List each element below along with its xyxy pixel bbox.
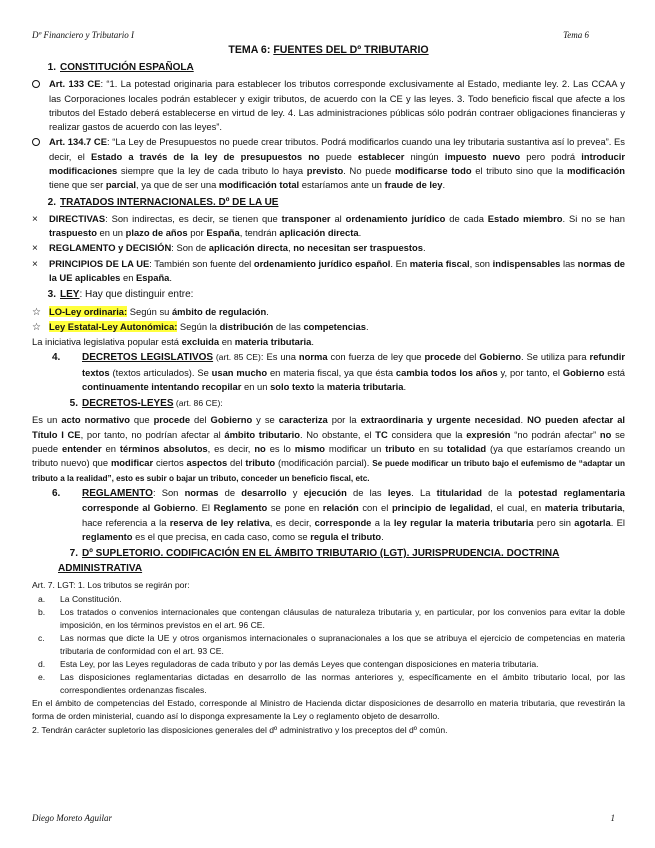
page-title: TEMA 6: FUENTES DEL Dº TRIBUTARIO bbox=[228, 44, 429, 56]
article-list bbox=[32, 593, 625, 698]
list-item: e. Las disposiciones reglamentarias dictadas en desarrollo de las normas anteriores y, específicamente en el ámbito tributario local, por las correspondientes ordenanzas fiscales. bbox=[38, 672, 625, 696]
cross-bullet-icon: × bbox=[32, 243, 38, 255]
paragraph: La iniciativa legislativa popular está excluida en materia tributaria. bbox=[32, 336, 314, 348]
paragraph: Es un acto normativo que procede del Gobierno y se caracteriza por la extraordinaria y urgente necesidad. NO pueden afectar al Título I CE, por tanto, no podrían afectar al ámbito tributario. No obstante, el TC considera que la expresión “no podrán afectar” no se puede entender en términos absolutos, es decir, no es lo mismo modificar un tributo en su totalidad (ya que estaríamos creando un tributo nuevo) que modificar ciertos aspectos del tributo (modificación parcial). Se puede modificar un tributo bajo el eufemismo de “adaptar un tributo a la realidad”, esto es subir o bajar un tributo, conceder un beneficio fiscal, etc. bbox=[32, 414, 626, 483]
star-bullet-icon: ☆ bbox=[32, 306, 41, 318]
paragraph: Art. 7. LGT: 1. Los tributos se regirán por: bbox=[32, 579, 190, 590]
list-item: b. Los tratados o convenios internacionales que contengan cláusulas de naturaleza tributaria y, en particular, por los convenios para evitar la doble imposición, en los términos previstos en el art. 96 CE. bbox=[38, 606, 625, 630]
section-3-heading: 3. LEY: Hay que distinguir entre: bbox=[47, 289, 194, 301]
list-item: ☆ LO-Ley ordinaria: Según su ámbito de regulación. bbox=[32, 305, 625, 319]
section-4-paragraph: 4. DECRETOS LEGISLATIVOS (art. 85 CE): Es una norma con fuerza de ley que procede del Gobierno. Se utiliza para refundir textos (textos articulados). Se usan mucho en materia fiscal, ya que ésta cambia todos los años y, por tanto, el Gobierno está continuamente intentando recopilar en un solo texto la materia tributaria. bbox=[52, 351, 626, 392]
section-7-heading: 7. Dº SUPLETORIO. CODIFICACIÓN EN EL ÁMBITO TRIBUTARIO (LGT). JURISPRUDENCIA. DOCTRINA ADMINISTRATIVA bbox=[58, 548, 560, 575]
list-item: Art. 133 CE: “1. La potestad originaria para establecer los tributos corresponde exclusivamente al Estado, mediante ley. 2. Las CCAA y las Corporaciones locales podrán establecer y exigir tributos, de acuerdo con la CE y las leyes. 3. Todo beneficio fiscal que afecte a los tributos del Estado deberá establecerse en virtud de ley. 4. Las administraciones públicas sólo podrán contraer obligaciones financieras y realizar gastos de acuerdo con las leyes”. bbox=[32, 77, 625, 134]
section-6-paragraph: 6. REGLAMENTO: Son normas de desarrollo y ejecución de las leyes. La titularidad de la potestad reglamentaria corresponde al Gobierno. El Reglamento se pone en relación con el principio de legalidad, el cual, en materia tributaria, hace referencia a la reserva de ley relativa, es decir, corresponde a la ley regular la materia tributaria pero sin agotarla. El reglamento es el que precisa, en cada caso, como se regula el tributo. bbox=[52, 487, 625, 542]
list-item: d. Esta Ley, por las Leyes reguladoras de cada tributo y por las demás Leyes que contengan disposiciones en materia tributaria. bbox=[38, 659, 539, 670]
header-topic: Tema 6 bbox=[563, 30, 589, 40]
cross-bullet-icon: × bbox=[32, 258, 38, 270]
star-bullet-icon: ☆ bbox=[32, 321, 41, 333]
circle-bullet-icon bbox=[32, 135, 46, 151]
circle-bullet-icon bbox=[32, 77, 46, 93]
list-item: × REGLAMENTO y DECISIÓN: Son de aplicación directa, no necesitan ser traspuestos. bbox=[32, 241, 625, 255]
footer-author: Diego Moreto Aguilar bbox=[32, 813, 112, 823]
highlight: LO-Ley ordinaria: bbox=[49, 305, 128, 317]
list-item: a. La Constitución. bbox=[38, 593, 122, 604]
section-1-heading: 1. CONSTITUCIÓN ESPAÑOLA bbox=[47, 62, 194, 74]
cross-bullet-icon: × bbox=[32, 213, 38, 225]
list-item: ☆ Ley Estatal-Ley Autonómica: Según la distribución de las competencias. bbox=[32, 320, 625, 334]
section-5-heading: 5. DECRETOS-LEYES (art. 86 CE): bbox=[69, 398, 223, 410]
list-item: Art. 134.7 CE: “La Ley de Presupuestos no puede crear tributos. Podrá modificarlos cuando una ley tributaria sustantiva así lo prevea”. Es decir, el Estado a través de la ley de presupuestos no puede establecer ningún impuesto nuevo pero podrá introducir modificaciones siempre que la ley de cada tributo lo haya previsto. No puede modificarse todo el tributo sino que la modificación tiene que ser parcial, ya que de ser una modificación total estaríamos ante un fraude de ley. bbox=[32, 135, 625, 192]
header-subject: Dº Financiero y Tributario I bbox=[32, 30, 134, 40]
section-2-heading: 2. TRATADOS INTERNACIONALES. Dº DE LA UE bbox=[47, 196, 279, 208]
highlight: Ley Estatal-Ley Autonómica: bbox=[49, 320, 178, 332]
list-item: × DIRECTIVAS: Son indirectas, es decir, se tienen que transponer al ordenamiento jurídico de cada Estado miembro. Si no se han traspuesto en un plazo de años por España, tendrán aplicación directa. bbox=[32, 212, 625, 239]
paragraph: En el ámbito de competencias del Estado, corresponde al Ministro de Hacienda dictar disposiciones de desarrollo en materia tributaria, que revestirán la forma de orden ministerial, cuando así lo disponga expresamente la Ley o reglamento objeto de desarrollo. bbox=[32, 698, 625, 722]
page-number: 1 bbox=[610, 813, 615, 823]
list-item: × PRINCIPIOS DE LA UE: También son fuente del ordenamiento jurídico español. En materia fiscal, son indispensables las normas de la UE aplicables en España. bbox=[32, 257, 626, 284]
document-body bbox=[32, 42, 625, 738]
paragraph: 2. Tendrán carácter supletorio las disposiciones generales del dº administrativo y los preceptos del dº común. bbox=[32, 725, 448, 736]
list-item: c. Las normas que dicte la UE y otros organismos internacionales o supranacionales a los que se atribuya el ejercicio de competencias en materia tributaria de conformidad con el art. 93 CE. bbox=[38, 632, 625, 656]
